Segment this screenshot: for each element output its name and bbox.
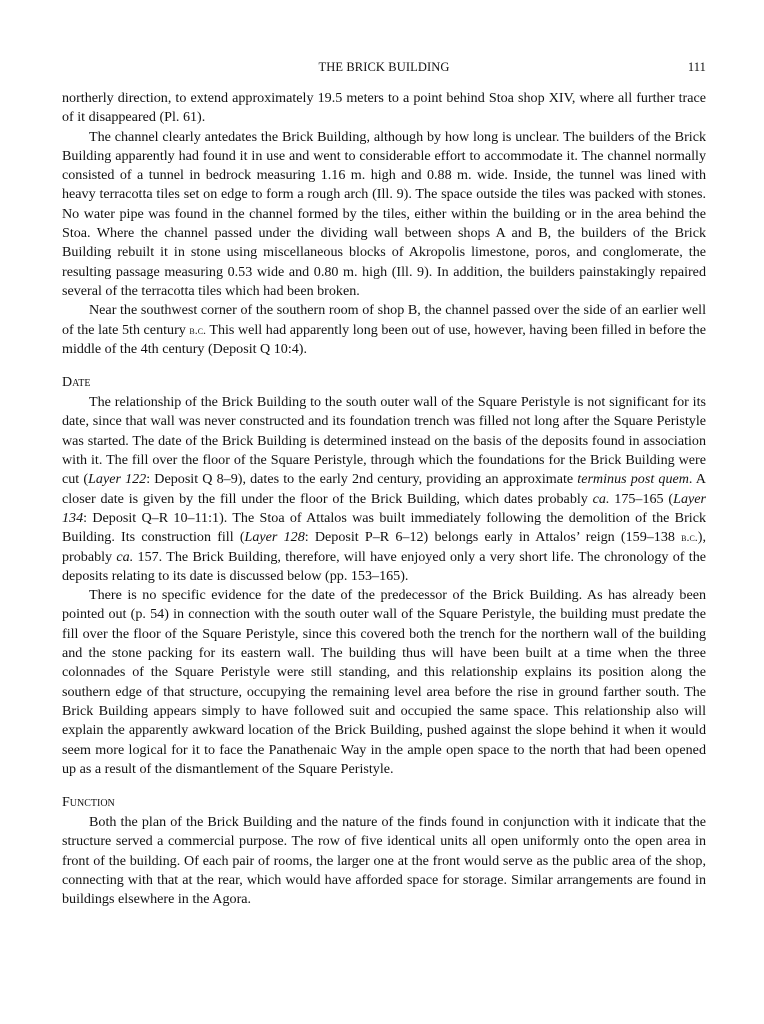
running-header [62,58,706,76]
running-title: THE BRICK BUILDING [318,60,450,74]
paragraph [62,393,706,586]
circa-abbrev: ca. [116,548,134,565]
text-run: 175–165 ( [609,490,674,507]
text-run: This well had apparently long been out of use, however, having been filled in before the middle of the 4th century (Deposit Q 10:4). [62,321,706,357]
paragraph: There is no specific evidence for the date of the predecessor of the Brick Building. As has already been pointed out (p. 54) in connection with the south outer wall of the Square Peristyle, the building must predate the fill over the floor of the Square Peristyle, since this covered both the trench for the northern wall of the building and the stone packing for its eastern wall. The building thus will have been built at a time when the three colonnades of the Square Peristyle were still standing, and this relationship explains its position along the southern edge of that structure, occupying the remaining level area before the rise in ground farther south. The Brick Building appears simply to have followed suit and occupied the same space. This relationship also will explain the apparently awkward location of the Brick Building, pushed against the slope behind it when it would seem more logical for it to face the Panathenaic Way in the ample open space to the north that had been opened up as a result of the dismantlement of the Square Peristyle. [62,587,706,777]
text-run: Near the southwest corner of the southern room of shop B, the channel passed over the side of an earlier well of the late 5th century [62,302,706,338]
text-run: ), probably [62,529,706,565]
section-heading-date: Date [62,375,91,391]
text-run: : Deposit P–R 6–12) belongs early in Attalos’ reign (159–138 [304,529,682,546]
circa-abbrev: ca. [592,490,610,507]
layer-ref: Layer 122 [88,471,147,488]
text-run: : Deposit Q 8–9), dates to the early 2nd century, providing an approximate [146,471,578,488]
paragraph: Both the plan of the Brick Building and the nature of the finds found in conjunction with it indicate that the structure served a commercial purpose. The row of five identical units all open uniformly onto the open area in front of the building. Of each pair of rooms, the larger one at the front would serve as the public area of the shop, connecting with that at the rear, which would have afforded space for storage. Similar arrangements are found in buildings elsewhere in the Agora. [62,814,706,908]
era-abbrev: b.c. [681,530,698,545]
paragraph [62,301,706,359]
layer-ref: Layer 128 [244,529,305,546]
text-run: 157. The Brick Building, therefore, will have enjoyed only a very short life. The chronology of the deposits relating to its date is discussed below (pp. 153–165). [62,548,706,584]
page-number: 111 [687,60,706,74]
era-abbrev: b.c. [189,322,207,337]
latin-term: terminus post quem [577,471,689,488]
text-run: . A closer date is given by the fill under the floor of the Brick Building, which dates probably [62,471,706,507]
paragraph: northerly direction, to extend approximately 19.5 meters to a point behind Stoa shop XIV, where all further trace of it disappeared (Pl. 61). [62,90,706,126]
text-run: The relationship of the Brick Building to the south outer wall of the Square Peristyle is not significant for its date, since that wall was never constructed and its foundation trench was filled not long after the Square Peristyle was started. The date of the Brick Building is determined instead on the basis of the deposits found in association with it. The fill over the floor of the Square Peristyle, through which the foundations for the Brick Building were cut ( [62,394,706,488]
section-heading-function: Function [62,795,115,811]
body-text [62,89,706,910]
layer-ref: Layer 134 [62,490,706,526]
text-run: : Deposit Q–R 10–11:1). The Stoa of Attalos was built immediately following the demolition of the Brick Building. Its construction fill ( [62,509,706,546]
paragraph: The channel clearly antedates the Brick Building, although by how long is unclear. The builders of the Brick Building apparently had found it in use and went to considerable effort to accommodate it. The channel normally consisted of a tunnel in bedrock measuring 1.16 m. high and 0.88 m. wide. Inside, the tunnel was lined with heavy terracotta tiles set on edge to form a rough arch (Ill. 9). The space outside the tiles was packed with stones. No water pipe was found in the channel formed by the tiles, either within the building or in the area behind the Stoa. Where the channel passed under the dividing wall between shops A and B, the builders of the Brick Building rebuilt it in stone using miscellaneous blocks of Akropolis limestone, poros, and conglomerate, the resulting passage measuring 0.53 wide and 0.80 m. high (Ill. 9). In addition, the builders painstakingly repaired several of the terracotta tiles which had been broken. [62,128,706,299]
